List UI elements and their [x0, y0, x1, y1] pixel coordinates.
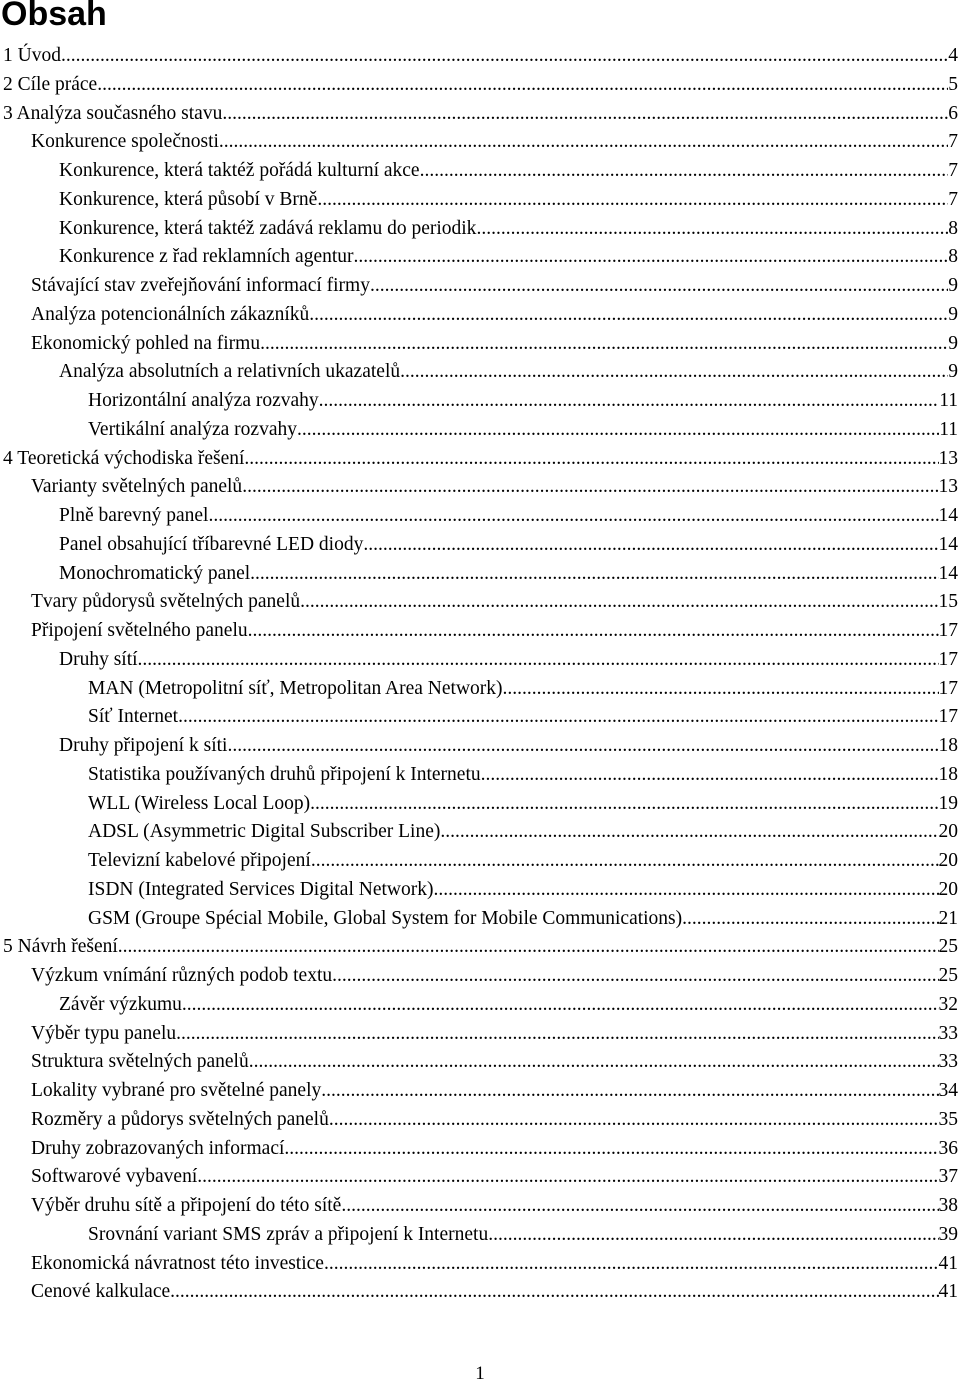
toc-entry-label: Konkurence, která taktéž pořádá kulturní akce: [59, 160, 420, 181]
toc-entry-label: Srovnání variant SMS zpráv a připojení k Internetu: [88, 1223, 489, 1245]
toc-entry-page: 25: [938, 965, 958, 986]
toc-leader-dots: [400, 358, 948, 387]
toc-entry[interactable]: [0, 905, 958, 934]
toc-entry[interactable]: [0, 1077, 958, 1106]
toc-entry-label: Druhy připojení k síti: [59, 735, 228, 756]
toc-entry[interactable]: [0, 71, 958, 100]
toc-entry-page: 33: [938, 1051, 958, 1073]
toc-leader-dots: [170, 1278, 938, 1307]
toc-entry-page: 11: [939, 390, 958, 411]
toc-entry-label: 3 Analýza současného stavu: [3, 102, 223, 124]
toc-entry-label: Výzkum vnímání různých podob textu: [31, 965, 333, 986]
toc-entry[interactable]: [0, 42, 958, 71]
toc-entry-page: 41: [938, 1281, 958, 1303]
toc-leader-dots: [324, 1250, 939, 1279]
toc-entry-page: 9: [948, 303, 958, 325]
toc-entry-page: 20: [938, 821, 958, 843]
toc-entry-page: 17: [938, 620, 958, 641]
toc-leader-dots: [178, 703, 938, 732]
toc-entry-page: 33: [938, 1022, 958, 1044]
toc-entry-label: Druhy sítí: [59, 648, 138, 670]
toc-entry[interactable]: [0, 991, 958, 1020]
toc-leader-dots: [321, 1077, 938, 1106]
toc-leader-dots: [208, 502, 938, 531]
toc-entry[interactable]: [0, 1250, 958, 1279]
toc-entry[interactable]: [0, 933, 958, 962]
toc-entry-label: Tvary půdorysů světelných panelů: [31, 591, 301, 613]
toc-leader-dots: [488, 1221, 938, 1250]
toc-entry[interactable]: [0, 301, 958, 330]
toc-entry-label: Varianty světelných panelů: [31, 476, 243, 498]
toc-entry[interactable]: [0, 215, 958, 244]
toc-entry[interactable]: [0, 445, 958, 474]
toc-entry[interactable]: [0, 732, 958, 761]
toc-entry-label: 1 Úvod: [3, 45, 61, 66]
toc-entry-page: 6: [948, 102, 958, 124]
toc-entry-label: Závěr výzkumu: [59, 993, 182, 1015]
toc-entry-label: GSM (Groupe Spécial Mobile, Global System for Mobile Communications): [88, 907, 683, 929]
toc-leader-dots: [476, 215, 948, 244]
toc-entry-label: Konkurence, která působí v Brně: [59, 188, 318, 210]
toc-entry-page: 34: [938, 1080, 958, 1101]
toc-entry-label: Stávající stav zveřejňování informací firmy: [31, 275, 370, 296]
toc-entry-label: Panel obsahující tříbarevné LED diody: [59, 533, 364, 555]
toc-entry-label: ISDN (Integrated Services Digital Network): [88, 878, 434, 900]
toc-entry-label: Statistika používaných druhů připojení k Internetu: [88, 763, 481, 785]
toc-leader-dots: [319, 387, 940, 416]
toc-entry[interactable]: [0, 1163, 958, 1192]
toc-leader-dots: [138, 646, 939, 675]
toc-entry-page: 13: [938, 476, 958, 498]
toc-entry-page: 5: [948, 73, 958, 95]
toc-leader-dots: [370, 272, 948, 301]
toc-entry-label: MAN (Metropolitní síť, Metropolitan Area Network): [88, 677, 503, 699]
toc-entry-page: 7: [948, 131, 958, 153]
toc-leader-dots: [244, 445, 938, 474]
toc-leader-dots: [219, 128, 948, 157]
toc-entry-page: 35: [938, 1108, 958, 1130]
toc-entry-label: Lokality vybrané pro světelné panely: [31, 1080, 322, 1101]
toc-entry-page: 7: [948, 160, 958, 181]
toc-entry[interactable]: [0, 818, 958, 847]
toc-leader-dots: [97, 71, 948, 100]
toc-entry[interactable]: [0, 617, 958, 646]
toc-entry[interactable]: [0, 1192, 958, 1221]
toc-entry[interactable]: [0, 186, 958, 215]
toc-leader-dots: [284, 1135, 938, 1164]
toc-entry[interactable]: [0, 100, 958, 129]
toc-entry-page: 37: [938, 1166, 958, 1188]
toc-entry-page: 8: [948, 246, 958, 268]
toc-entry-page: 17: [938, 677, 958, 699]
toc-entry-label: Připojení světelného panelu: [31, 620, 248, 641]
toc-leader-dots: [297, 416, 939, 445]
toc-entry-label: 2 Cíle práce: [3, 73, 98, 95]
toc-entry-page: 8: [948, 217, 958, 239]
toc-entry-label: Výběr typu panelu: [31, 1022, 177, 1044]
toc-entry-label: Televizní kabelové připojení: [88, 850, 311, 871]
toc-entry-page: 9: [948, 361, 958, 383]
toc-entry-label: Horizontální analýza rozvahy: [88, 390, 319, 411]
toc-entry-page: 17: [938, 706, 958, 728]
toc-entry-label: 4 Teoretická východiska řešení: [3, 447, 245, 469]
toc-leader-dots: [503, 675, 939, 704]
toc-leader-dots: [222, 100, 948, 129]
toc-entry-page: 9: [948, 275, 958, 296]
toc-leader-dots: [118, 933, 939, 962]
toc-leader-dots: [176, 1020, 938, 1049]
toc-leader-dots: [197, 1163, 938, 1192]
toc-entry[interactable]: [0, 157, 958, 186]
toc-leader-dots: [420, 157, 949, 186]
toc-entry-page: 4: [948, 45, 958, 66]
toc-entry[interactable]: [0, 588, 958, 617]
toc-entry-page: 38: [938, 1195, 958, 1216]
toc-entry[interactable]: [0, 761, 958, 790]
toc-entry[interactable]: [0, 1020, 958, 1049]
toc-entry-page: 21: [938, 907, 958, 929]
toc-leader-dots: [250, 560, 938, 589]
toc-entry[interactable]: [0, 531, 958, 560]
toc-entry-page: 32: [938, 993, 958, 1015]
toc-entry-page: 41: [938, 1252, 958, 1274]
toc-entry[interactable]: [0, 243, 958, 272]
toc-entry[interactable]: [0, 675, 958, 704]
toc-leader-dots: [332, 962, 938, 991]
page-number: 1: [475, 1363, 485, 1384]
toc-entry-label: Vertikální analýza rozvahy: [88, 418, 297, 440]
toc-entry-page: 20: [938, 850, 958, 871]
toc-entry[interactable]: [0, 962, 958, 991]
toc-entry-label: Konkurence, která taktéž zadává reklamu do periodik: [59, 217, 477, 239]
toc-entry-page: 13: [938, 447, 958, 469]
toc-leader-dots: [242, 473, 938, 502]
toc-entry-page: 25: [938, 936, 958, 958]
toc-entry-label: ADSL (Asymmetric Digital Subscriber Line): [88, 821, 441, 843]
table-of-contents: [0, 42, 958, 1307]
toc-entry-label: Cenové kalkulace: [31, 1281, 171, 1303]
toc-entry[interactable]: [0, 847, 958, 876]
toc-entry[interactable]: [0, 473, 958, 502]
toc-entry[interactable]: [0, 790, 958, 819]
toc-entry-label: Plně barevný panel: [59, 505, 209, 526]
toc-leader-dots: [227, 732, 938, 761]
toc-leader-dots: [433, 876, 938, 905]
toc-entry-label: Ekonomický pohled na firmu: [31, 332, 261, 354]
toc-leader-dots: [260, 330, 948, 359]
toc-leader-dots: [440, 818, 938, 847]
toc-entry-label: Konkurence z řad reklamních agentur: [59, 246, 354, 268]
toc-entry-label: Výběr druhu sítě a připojení do této sítě: [31, 1195, 342, 1216]
toc-entry-label: Struktura světelných panelů: [31, 1051, 249, 1073]
toc-entry-page: 19: [938, 792, 958, 814]
toc-entry-page: 18: [938, 763, 958, 785]
toc-leader-dots: [682, 905, 938, 934]
toc-entry-label: Analýza potencionálních zákazníků: [31, 303, 310, 325]
toc-entry[interactable]: [0, 646, 958, 675]
toc-entry[interactable]: [0, 1221, 958, 1250]
toc-entry-label: 5 Návrh řešení: [3, 936, 118, 958]
toc-entry-page: 36: [938, 1137, 958, 1159]
toc-entry-label: Konkurence společnosti: [31, 131, 219, 153]
toc-entry[interactable]: [0, 1135, 958, 1164]
toc-leader-dots: [311, 847, 939, 876]
toc-entry[interactable]: [0, 358, 958, 387]
toc-entry[interactable]: [0, 1278, 958, 1307]
toc-entry[interactable]: [0, 502, 958, 531]
toc-leader-dots: [61, 42, 948, 71]
toc-leader-dots: [329, 1106, 939, 1135]
toc-entry[interactable]: [0, 330, 958, 359]
toc-entry-page: 9: [948, 332, 958, 354]
toc-leader-dots: [182, 991, 939, 1020]
toc-entry[interactable]: [0, 272, 958, 301]
toc-entry[interactable]: [0, 703, 958, 732]
toc-entry[interactable]: [0, 387, 958, 416]
toc-entry-page: 14: [938, 505, 958, 526]
toc-entry[interactable]: [0, 1048, 958, 1077]
toc-leader-dots: [249, 1048, 939, 1077]
toc-entry[interactable]: [0, 876, 958, 905]
toc-leader-dots: [248, 617, 939, 646]
toc-leader-dots: [309, 301, 948, 330]
toc-entry-page: 14: [938, 533, 958, 555]
toc-entry-page: 20: [938, 878, 958, 900]
toc-entry-label: Rozměry a půdorys světelných panelů: [31, 1108, 329, 1130]
toc-entry-label: Monochromatický panel: [59, 562, 251, 584]
toc-entry[interactable]: [0, 128, 958, 157]
toc-leader-dots: [317, 186, 948, 215]
toc-entry-page: 7: [948, 188, 958, 210]
toc-leader-dots: [363, 531, 938, 560]
toc-entry-page: 18: [938, 735, 958, 756]
toc-leader-dots: [310, 790, 938, 819]
toc-entry[interactable]: [0, 1106, 958, 1135]
toc-leader-dots: [300, 588, 938, 617]
toc-entry-page: 39: [938, 1223, 958, 1245]
toc-entry-page: 17: [938, 648, 958, 670]
toc-entry-label: Síť Internet: [88, 706, 179, 728]
toc-entry[interactable]: [0, 560, 958, 589]
toc-entry-page: 11: [939, 418, 958, 440]
toc-leader-dots: [341, 1192, 938, 1221]
toc-leader-dots: [354, 243, 949, 272]
toc-entry-label: Analýza absolutních a relativních ukazatelů: [59, 361, 401, 383]
toc-entry-page: 14: [938, 562, 958, 584]
toc-entry-page: 15: [938, 591, 958, 613]
toc-entry[interactable]: [0, 416, 958, 445]
toc-entry-label: WLL (Wireless Local Loop): [88, 792, 311, 814]
toc-entry-label: Ekonomická návratnost této investice: [31, 1252, 324, 1274]
toc-entry-label: Druhy zobrazovaných informací: [31, 1137, 285, 1159]
toc-entry-label: Softwarové vybavení: [31, 1166, 198, 1188]
toc-leader-dots: [481, 761, 939, 790]
page-title: Obsah: [1, 0, 107, 33]
